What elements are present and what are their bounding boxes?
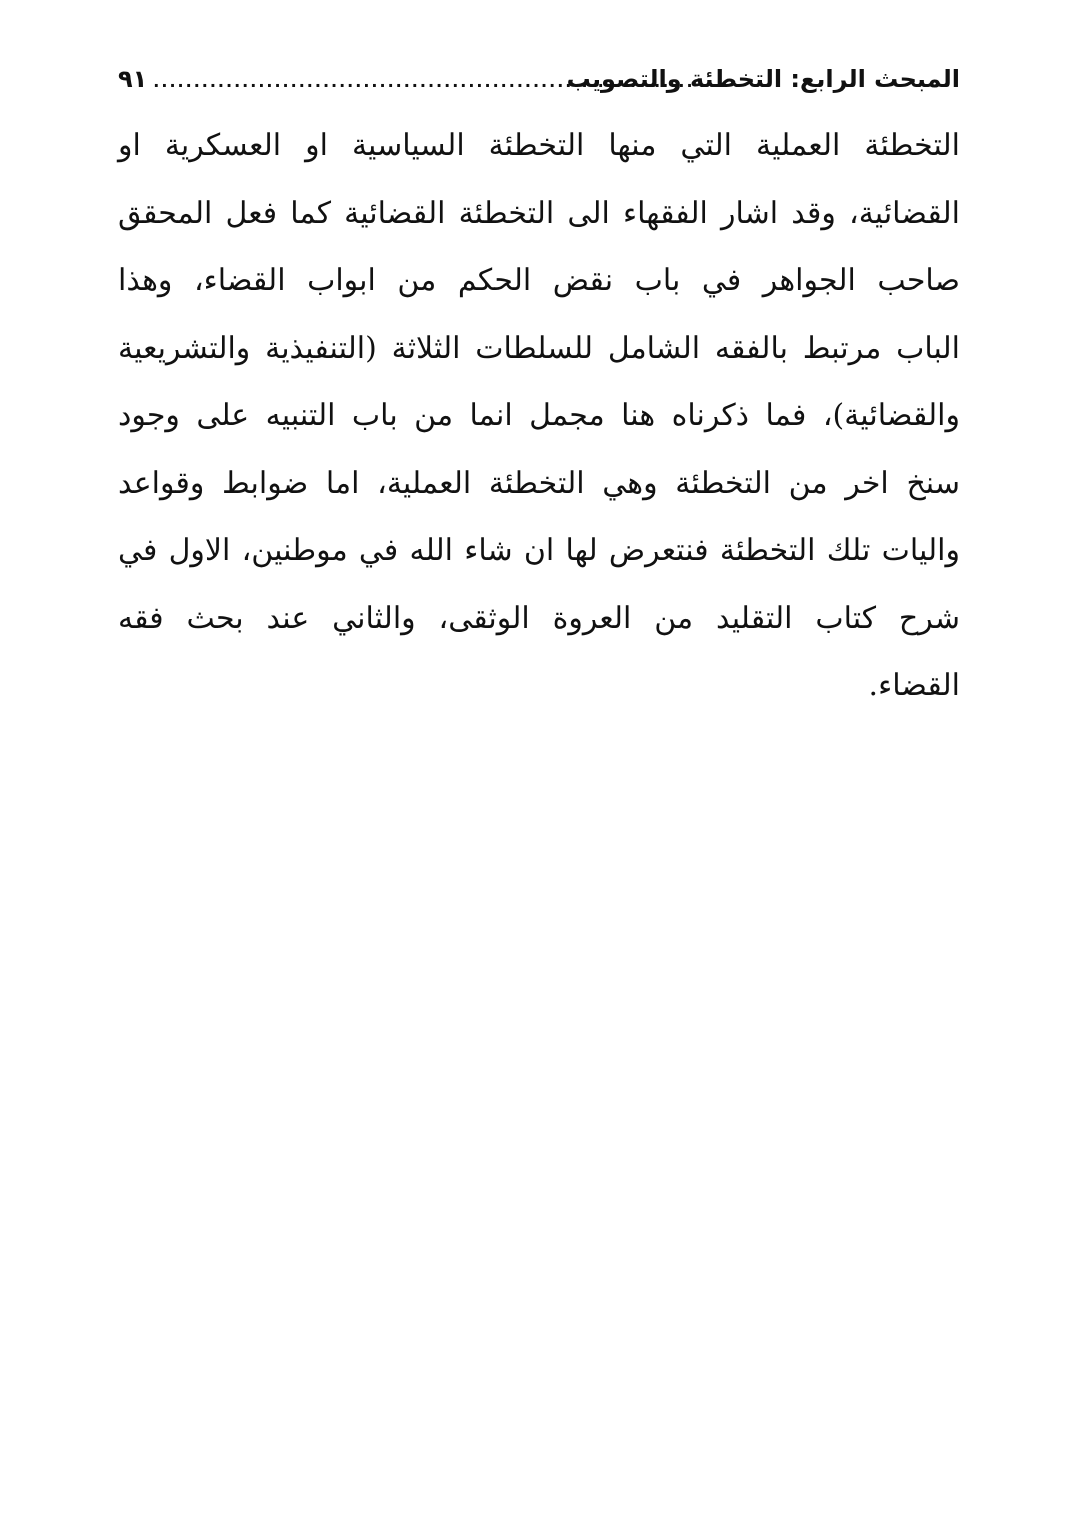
text-line: التخطئة العملية التي منها التخطئة السياسية او العسكرية او [118,128,960,163]
running-header [118,58,960,94]
text-line: واليات تلك التخطئة فنتعرض لها ان شاء الله في موطنين، الاول في [118,533,960,568]
text-line: صاحب الجواهر في باب نقض الحكم من ابواب القضاء، وهذا [118,263,960,298]
leader-dots: ................................................................... [153,72,695,91]
text-line: القضاء. [868,668,960,703]
text-line: والقضائية)، فما ذكرناه هنا مجمل انما من باب التنبيه على وجود [118,398,960,433]
text-line: الباب مرتبط بالفقه الشامل للسلطات الثلاثة (التنفيذية والتشريعية [118,330,960,366]
text-line: القضائية، وقد اشار الفقهاء الى التخطئة القضائية كما فعل المحقق [118,195,960,231]
running-header-title: المبحث الرابع: التخطئة والتصويب [566,65,960,93]
page-number: ٩١ [118,65,148,93]
text-line: شرح كتاب التقليد من العروة الوثقى، والثاني عند بحث فقه [118,600,960,636]
text-line: سنخ اخر من التخطئة وهي التخطئة العملية، اما ضوابط وقواعد [118,465,960,501]
body-paragraph [118,112,960,720]
